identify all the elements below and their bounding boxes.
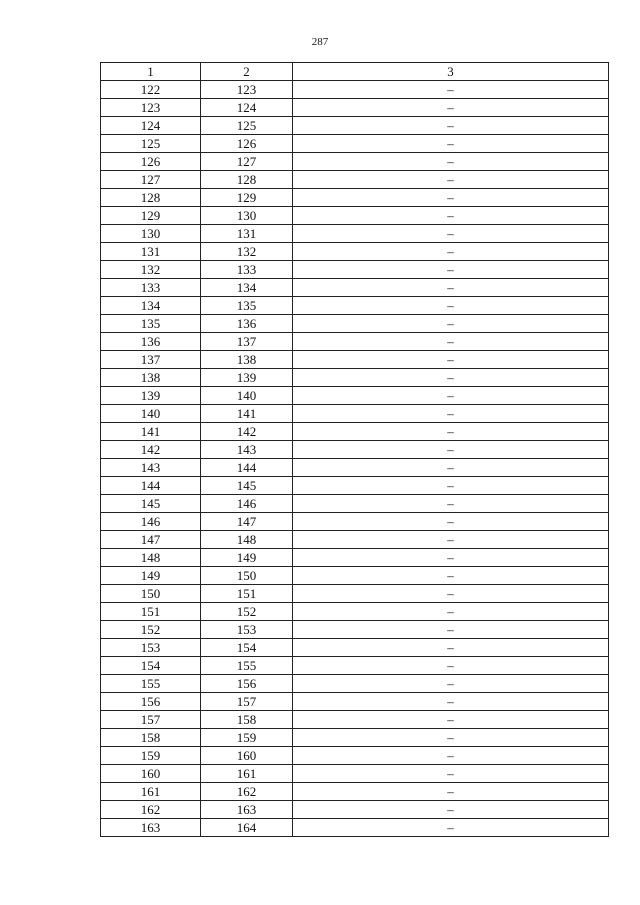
header-row (101, 63, 609, 81)
table-cell-col-1: 136 (101, 333, 201, 351)
table-cell-col-2: 139 (201, 369, 293, 387)
table-cell-col-3: – (293, 135, 609, 153)
table-cell-col-1: 141 (101, 423, 201, 441)
table-cell-col-3: – (293, 117, 609, 135)
table-cell-col-3: – (293, 693, 609, 711)
table-cell-col-1: 125 (101, 135, 201, 153)
table-cell-col-1: 130 (101, 225, 201, 243)
table-row (101, 477, 609, 495)
table-cell-col-2: 140 (201, 387, 293, 405)
table-cell-col-1: 160 (101, 765, 201, 783)
table-cell-col-2: 152 (201, 603, 293, 621)
table-row (101, 819, 609, 837)
table-row (101, 585, 609, 603)
table-row (101, 261, 609, 279)
table-cell-col-2: 137 (201, 333, 293, 351)
table-cell-col-3: – (293, 819, 609, 837)
table-cell-col-1: 156 (101, 693, 201, 711)
table-cell-col-3: – (293, 333, 609, 351)
column-header-2: 2 (201, 63, 293, 81)
table-cell-col-3: – (293, 513, 609, 531)
table-cell-col-2: 125 (201, 117, 293, 135)
page-number: 287 (311, 36, 329, 48)
table-row (101, 783, 609, 801)
table-cell-col-3: – (293, 711, 609, 729)
table-cell-col-3: – (293, 441, 609, 459)
table-cell-col-3: – (293, 405, 609, 423)
table-row (101, 189, 609, 207)
table-cell-col-1: 132 (101, 261, 201, 279)
data-table (100, 62, 609, 837)
table-cell-col-3: – (293, 747, 609, 765)
table-cell-col-1: 123 (101, 99, 201, 117)
table-cell-col-2: 158 (201, 711, 293, 729)
table-cell-col-1: 148 (101, 549, 201, 567)
table-row (101, 117, 609, 135)
table-cell-col-1: 134 (101, 297, 201, 315)
table-cell-col-2: 128 (201, 171, 293, 189)
table-row (101, 99, 609, 117)
table-cell-col-1: 154 (101, 657, 201, 675)
table-row (101, 207, 609, 225)
table-cell-col-1: 155 (101, 675, 201, 693)
table-cell-col-3: – (293, 297, 609, 315)
table-row (101, 225, 609, 243)
table-cell-col-3: – (293, 765, 609, 783)
table-cell-col-1: 158 (101, 729, 201, 747)
table-cell-col-2: 145 (201, 477, 293, 495)
table-cell-col-1: 137 (101, 351, 201, 369)
table-cell-col-3: – (293, 261, 609, 279)
table-cell-col-2: 131 (201, 225, 293, 243)
table-cell-col-3: – (293, 675, 609, 693)
table-cell-col-2: 144 (201, 459, 293, 477)
table-row (101, 531, 609, 549)
table-cell-col-2: 150 (201, 567, 293, 585)
table-cell-col-2: 162 (201, 783, 293, 801)
table-cell-col-1: 135 (101, 315, 201, 333)
table-row (101, 711, 609, 729)
table-cell-col-2: 136 (201, 315, 293, 333)
table-row (101, 333, 609, 351)
table-row (101, 603, 609, 621)
table-cell-col-3: – (293, 369, 609, 387)
table-cell-col-2: 132 (201, 243, 293, 261)
table-row (101, 621, 609, 639)
table-cell-col-2: 129 (201, 189, 293, 207)
table-cell-col-1: 126 (101, 153, 201, 171)
table-row (101, 387, 609, 405)
table-cell-col-1: 129 (101, 207, 201, 225)
table-row (101, 441, 609, 459)
table-cell-col-2: 151 (201, 585, 293, 603)
table-cell-col-2: 146 (201, 495, 293, 513)
table-cell-col-3: – (293, 387, 609, 405)
table-cell-col-2: 126 (201, 135, 293, 153)
table-cell-col-2: 161 (201, 765, 293, 783)
table-cell-col-2: 141 (201, 405, 293, 423)
table-cell-col-1: 142 (101, 441, 201, 459)
table-cell-col-3: – (293, 657, 609, 675)
table-row (101, 423, 609, 441)
table-row (101, 351, 609, 369)
table-cell-col-2: 130 (201, 207, 293, 225)
table-cell-col-1: 133 (101, 279, 201, 297)
table-row (101, 153, 609, 171)
table-cell-col-2: 159 (201, 729, 293, 747)
table-cell-col-2: 133 (201, 261, 293, 279)
table-row (101, 243, 609, 261)
table-header (101, 63, 609, 81)
table-cell-col-3: – (293, 225, 609, 243)
table-cell-col-3: – (293, 243, 609, 261)
table-cell-col-1: 127 (101, 171, 201, 189)
column-header-3: 3 (293, 63, 609, 81)
table-cell-col-1: 138 (101, 369, 201, 387)
table-cell-col-3: – (293, 585, 609, 603)
table-cell-col-1: 140 (101, 405, 201, 423)
table-cell-col-2: 154 (201, 639, 293, 657)
table-cell-col-2: 143 (201, 441, 293, 459)
table-row (101, 315, 609, 333)
table-cell-col-3: – (293, 783, 609, 801)
table-cell-col-3: – (293, 153, 609, 171)
table-cell-col-1: 147 (101, 531, 201, 549)
table-row (101, 747, 609, 765)
table-cell-col-1: 157 (101, 711, 201, 729)
table-row (101, 459, 609, 477)
table-cell-col-3: – (293, 171, 609, 189)
table-cell-col-3: – (293, 459, 609, 477)
table-cell-col-1: 152 (101, 621, 201, 639)
table-cell-col-2: 124 (201, 99, 293, 117)
table-cell-col-2: 155 (201, 657, 293, 675)
table-cell-col-1: 159 (101, 747, 201, 765)
table-cell-col-2: 138 (201, 351, 293, 369)
table-cell-col-1: 153 (101, 639, 201, 657)
table-row (101, 513, 609, 531)
table-cell-col-1: 139 (101, 387, 201, 405)
table-cell-col-3: – (293, 603, 609, 621)
table-row (101, 639, 609, 657)
table-cell-col-3: – (293, 207, 609, 225)
table-row (101, 495, 609, 513)
table-row (101, 405, 609, 423)
column-header-1: 1 (101, 63, 201, 81)
table-cell-col-2: 134 (201, 279, 293, 297)
table-cell-col-3: – (293, 531, 609, 549)
table-body (101, 81, 609, 837)
table-cell-col-3: – (293, 549, 609, 567)
table-row (101, 765, 609, 783)
table-cell-col-2: 148 (201, 531, 293, 549)
table-row (101, 171, 609, 189)
table-cell-col-2: 164 (201, 819, 293, 837)
table-cell-col-3: – (293, 477, 609, 495)
table-cell-col-2: 163 (201, 801, 293, 819)
table-row (101, 801, 609, 819)
table-cell-col-2: 142 (201, 423, 293, 441)
table-cell-col-3: – (293, 801, 609, 819)
table-cell-col-2: 157 (201, 693, 293, 711)
table-row (101, 675, 609, 693)
table-cell-col-1: 151 (101, 603, 201, 621)
table-row (101, 279, 609, 297)
table-cell-col-3: – (293, 567, 609, 585)
table-cell-col-3: – (293, 639, 609, 657)
table-cell-col-2: 153 (201, 621, 293, 639)
table-row (101, 369, 609, 387)
table-cell-col-3: – (293, 729, 609, 747)
table-cell-col-1: 144 (101, 477, 201, 495)
table-cell-col-1: 124 (101, 117, 201, 135)
table-row (101, 549, 609, 567)
table-cell-col-2: 149 (201, 549, 293, 567)
table-cell-col-2: 160 (201, 747, 293, 765)
table-row (101, 81, 609, 99)
table-cell-col-1: 163 (101, 819, 201, 837)
table-cell-col-3: – (293, 351, 609, 369)
table-cell-col-3: – (293, 495, 609, 513)
table-row (101, 135, 609, 153)
table-cell-col-3: – (293, 81, 609, 99)
table-row (101, 693, 609, 711)
table-cell-col-1: 150 (101, 585, 201, 603)
table-cell-col-3: – (293, 621, 609, 639)
table-cell-col-1: 145 (101, 495, 201, 513)
table-cell-col-2: 127 (201, 153, 293, 171)
table-cell-col-2: 135 (201, 297, 293, 315)
table-row (101, 567, 609, 585)
table-cell-col-1: 146 (101, 513, 201, 531)
table-cell-col-1: 128 (101, 189, 201, 207)
table-cell-col-3: – (293, 315, 609, 333)
table-cell-col-2: 147 (201, 513, 293, 531)
table-cell-col-1: 149 (101, 567, 201, 585)
table-cell-col-3: – (293, 423, 609, 441)
table-cell-col-3: – (293, 279, 609, 297)
table-cell-col-2: 123 (201, 81, 293, 99)
table-cell-col-1: 161 (101, 783, 201, 801)
table-cell-col-3: – (293, 189, 609, 207)
table-row (101, 657, 609, 675)
table-row (101, 297, 609, 315)
table-cell-col-3: – (293, 99, 609, 117)
table-cell-col-1: 122 (101, 81, 201, 99)
table-cell-col-2: 156 (201, 675, 293, 693)
table-row (101, 729, 609, 747)
table-cell-col-1: 162 (101, 801, 201, 819)
table-cell-col-1: 143 (101, 459, 201, 477)
table-cell-col-1: 131 (101, 243, 201, 261)
